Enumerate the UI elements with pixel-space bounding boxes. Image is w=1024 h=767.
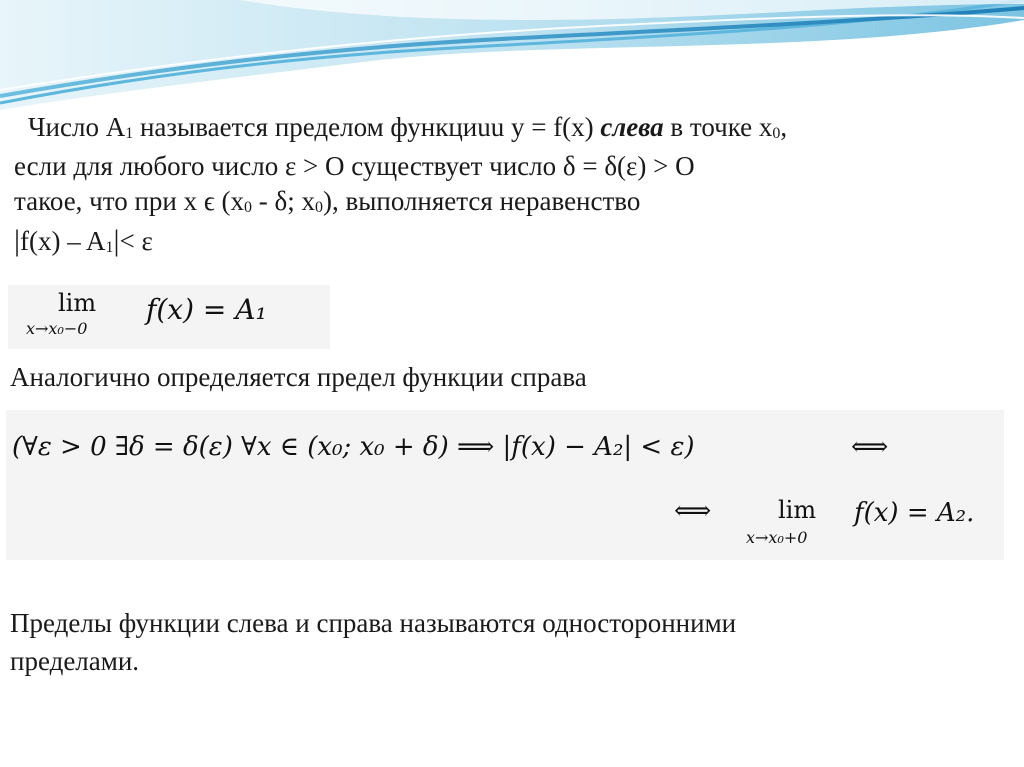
iff-symbol: ⟺ [674,496,712,526]
lim-subscript: x→x₀+0 [746,528,808,547]
text-run: , [780,112,788,142]
note-line-1: Пределы функции слева и справа называются односторонними [10,608,737,638]
formula-left-limit [8,285,330,349]
subscript: 1 [105,239,114,256]
formula-right-limit [6,410,1004,560]
header-wave-decoration [0,0,1024,120]
one-sided-limits-note [10,604,736,680]
definition-line-1 [14,110,787,149]
text-run: - δ; х [252,186,315,216]
lim-operator: lim [58,289,97,317]
text-run: в точке x [663,112,773,142]
definition-line-3 [14,184,787,223]
note-line-2: пределами. [10,646,140,676]
iff-symbol: ⟺ [851,432,889,462]
definition-line-4 [14,223,787,263]
subscript: 0 [772,125,781,142]
text-run: называется пределом функциuu у = f(x) [133,112,601,142]
emphasis-left: слева [600,112,664,142]
right-limit-intro: Аналогично определяется предел функции справа [10,362,587,392]
text-run: f(x) – A [20,226,106,256]
text-run: ), выполняется неравенство [322,186,641,216]
subscript: 0 [244,199,253,216]
text-run: Число А [28,112,126,142]
definition-left-limit [14,110,787,263]
definition-line-2: если для любого число ε > О существует число δ = δ(ε) > О [14,151,695,181]
formula-line-1: (∀ε > 0 ∃δ = δ(ε) ∀x ∈ (x₀; x₀ + δ) ⟹ |f(x) − A₂| < ε) [12,432,695,462]
lim-operator: lim [778,496,817,524]
limit-expression: f(x) = A₂. [854,498,975,528]
text-run: < ε [119,226,153,256]
subscript: 0 [314,199,323,216]
text-run: такое, что при х ϵ (х [14,186,245,216]
abs-bar: | [14,224,21,257]
subscript: 1 [125,125,134,142]
lim-subscript: x→x₀−0 [26,319,88,338]
limit-expression: f(x) = A₁ [146,293,267,326]
abs-bar: | [113,224,120,257]
